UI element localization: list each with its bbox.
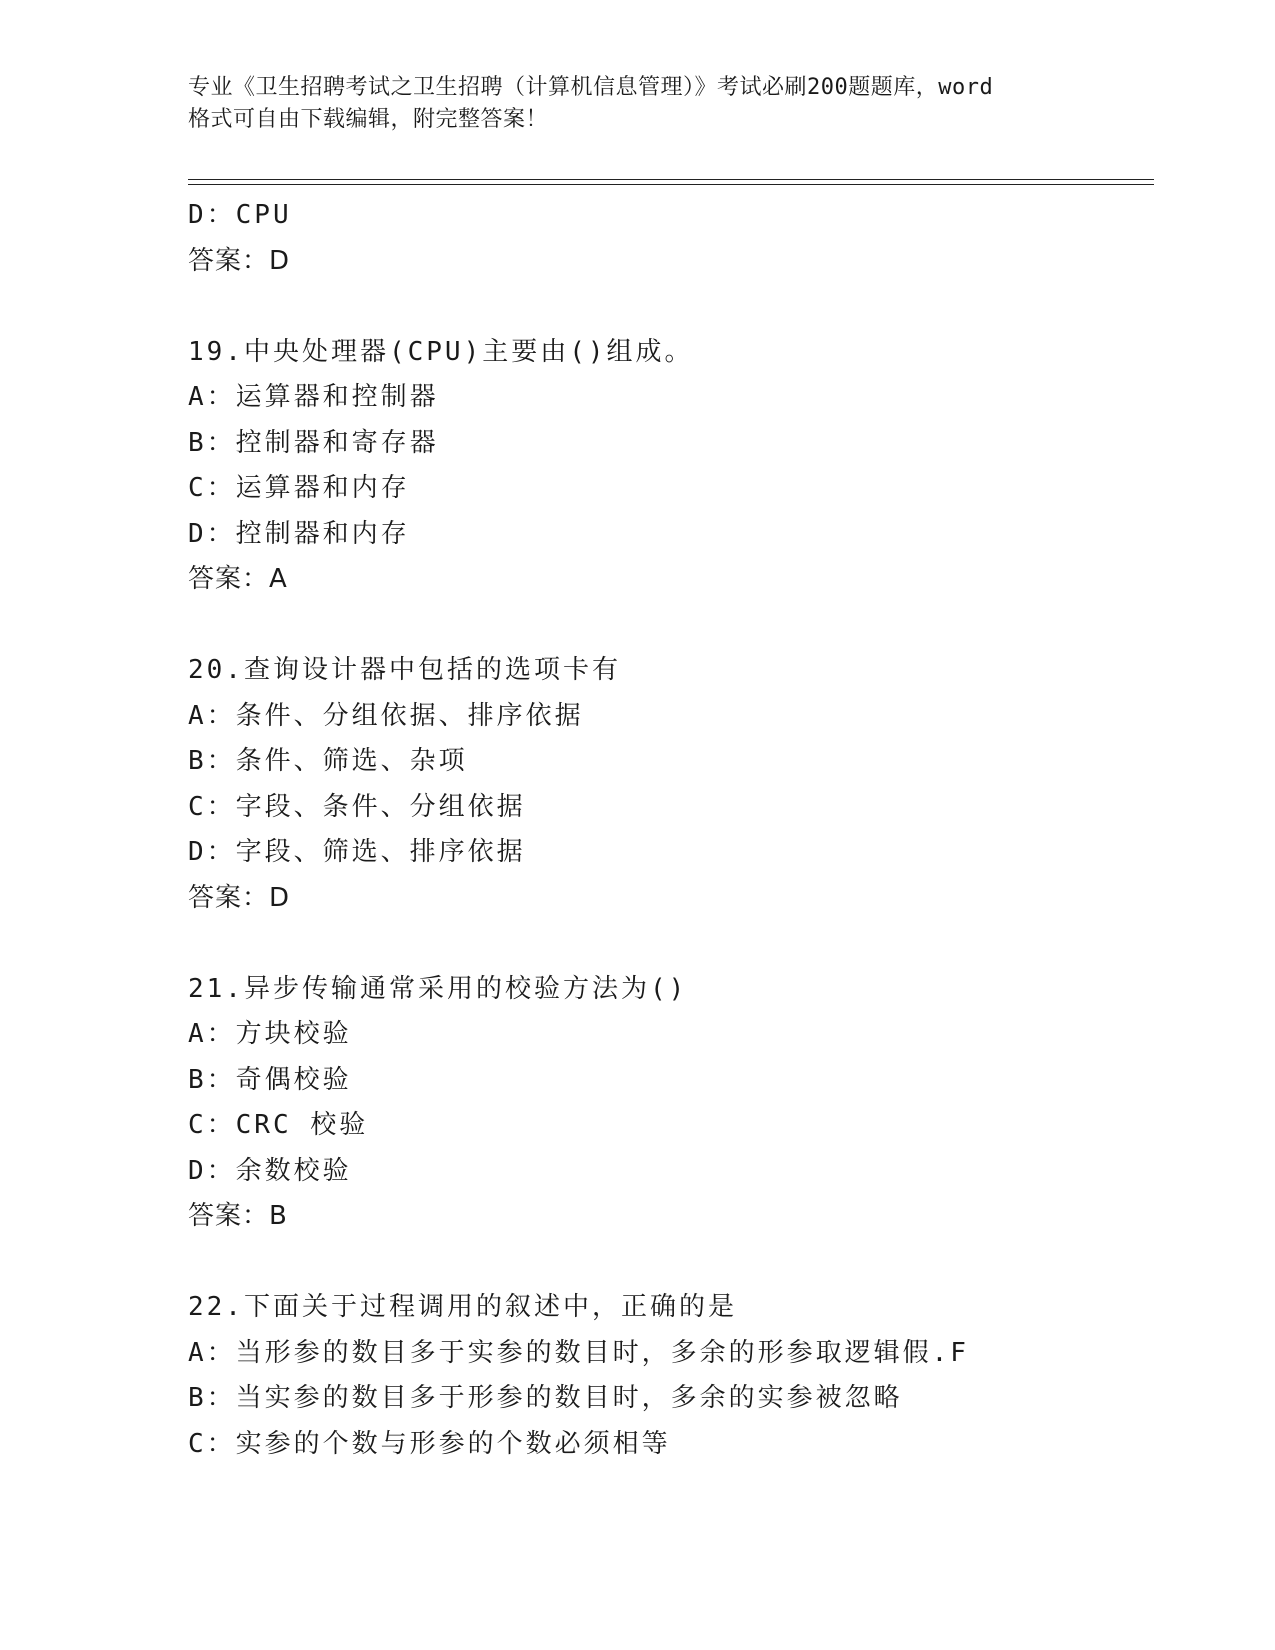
option-c: C：实参的个数与形参的个数必须相等	[188, 1428, 671, 1459]
document-header	[188, 72, 1088, 136]
option-d: D：控制器和内存	[188, 518, 410, 549]
answer: 答案：A	[188, 564, 288, 594]
option-b: B：当实参的数目多于形参的数目时，多余的实参被忽略	[188, 1383, 903, 1413]
question-list	[188, 193, 1154, 1467]
question-20	[188, 648, 1154, 921]
option-c: C：CRC 校验	[188, 1110, 369, 1140]
option-a: A：方块校验	[188, 1019, 352, 1049]
question-21	[188, 967, 1154, 1240]
option-a: A：条件、分组依据、排序依据	[188, 700, 584, 731]
option-b: B：控制器和寄存器	[188, 427, 439, 458]
answer: 答案：B	[188, 1201, 288, 1231]
question-stem: 21.异步传输通常采用的校验方法为()	[188, 973, 688, 1004]
question-stem: 22.下面关于过程调用的叙述中，正确的是	[188, 1292, 737, 1322]
header-divider-bottom	[188, 184, 1154, 185]
question-22	[188, 1285, 1154, 1467]
option-c: C：运算器和内存	[188, 473, 410, 503]
spacer	[188, 603, 1154, 649]
option-d: D：余数校验	[188, 1155, 352, 1186]
option-d: D：字段、筛选、排序依据	[188, 837, 526, 867]
carryover-answer: 答案：D	[188, 245, 291, 276]
spacer	[188, 921, 1154, 967]
option-b: B：条件、筛选、杂项	[188, 746, 468, 776]
spacer	[188, 284, 1154, 330]
question-19	[188, 330, 1154, 603]
answer: 答案：D	[188, 882, 291, 913]
option-a: A：运算器和控制器	[188, 382, 439, 412]
question-stem: 19.中央处理器(CPU)主要由()组成。	[188, 336, 694, 367]
question-stem: 20.查询设计器中包括的选项卡有	[188, 655, 621, 685]
carryover-option-d: D：CPU	[188, 200, 292, 230]
header-line-1: 专业《卫生招聘考试之卫生招聘（计算机信息管理）》考试必刷200题题库，word	[188, 75, 994, 100]
option-c: C：字段、条件、分组依据	[188, 791, 526, 822]
option-b: B：奇偶校验	[188, 1064, 352, 1095]
header-divider-top	[188, 179, 1154, 180]
option-a: A：当形参的数目多于实参的数目时，多余的形参取逻辑假.F	[188, 1337, 969, 1368]
spacer	[188, 1240, 1154, 1286]
header-line-2: 格式可自由下载编辑，附完整答案！	[188, 107, 549, 132]
